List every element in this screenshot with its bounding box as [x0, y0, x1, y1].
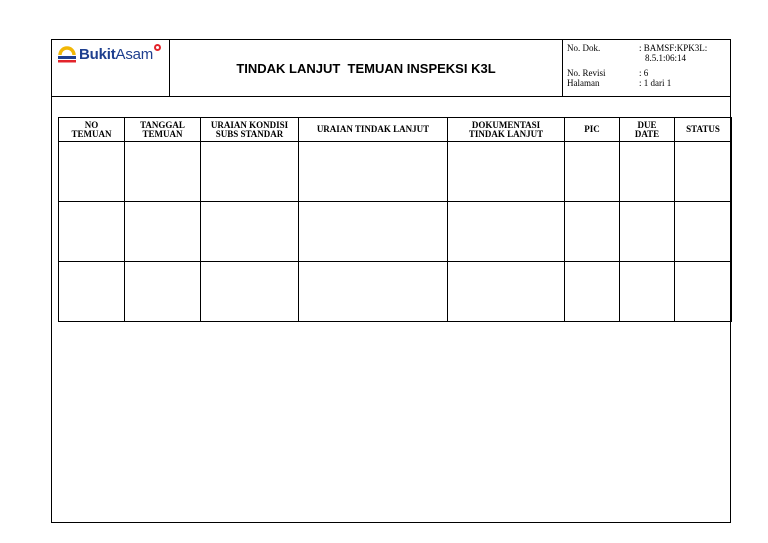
column-header-no-temuan: NO TEMUAN — [59, 118, 125, 142]
column-header-status: STATUS — [675, 118, 732, 142]
table-cell[interactable] — [565, 142, 620, 202]
table-cell[interactable] — [201, 142, 299, 202]
meta-value: : 1 dari 1 — [639, 78, 672, 88]
table-row — [59, 262, 732, 322]
meta-label: Halaman — [567, 78, 600, 88]
table-cell[interactable] — [125, 142, 201, 202]
table-cell[interactable] — [125, 262, 201, 322]
table-cell[interactable] — [299, 142, 448, 202]
column-header-uraian-tindak-lanjut: URAIAN TINDAK LANJUT — [299, 118, 448, 142]
table-cell[interactable] — [675, 262, 732, 322]
table-cell[interactable] — [299, 202, 448, 262]
logo-ring-icon — [154, 44, 161, 51]
bukit-asam-mark-icon — [57, 45, 77, 63]
table-cell[interactable] — [675, 142, 732, 202]
table-cell[interactable] — [59, 202, 125, 262]
meta-label: No. Dok. — [567, 43, 601, 53]
column-header-uraian-kondisi: URAIAN KONDISI SUBS STANDAR — [201, 118, 299, 142]
table-cell[interactable] — [620, 142, 675, 202]
table-cell[interactable] — [675, 202, 732, 262]
table-cell[interactable] — [448, 142, 565, 202]
table-cell[interactable] — [59, 262, 125, 322]
table-cell[interactable] — [565, 262, 620, 322]
table-cell[interactable] — [448, 202, 565, 262]
table-cell[interactable] — [565, 202, 620, 262]
column-header-pic: PIC — [565, 118, 620, 142]
meta-value: : BAMSF:KPK3L: — [639, 43, 708, 53]
meta-value: : 6 — [639, 68, 649, 78]
table-cell[interactable] — [125, 202, 201, 262]
meta-value: 8.5.1:06:14 — [645, 53, 687, 63]
document-meta — [562, 40, 731, 96]
table-cell[interactable] — [448, 262, 565, 322]
table-cell[interactable] — [620, 202, 675, 262]
company-logo — [52, 40, 170, 96]
findings-table — [58, 117, 732, 322]
table-cell[interactable] — [201, 262, 299, 322]
column-header-tanggal-temuan: TANGGAL TEMUAN — [125, 118, 201, 142]
document-title: TINDAK LANJUT TEMUAN INSPEKSI K3L — [236, 60, 496, 76]
form-header — [52, 40, 730, 97]
table-row — [59, 202, 732, 262]
table-cell[interactable] — [299, 262, 448, 322]
table-cell[interactable] — [620, 262, 675, 322]
table-header-row — [59, 118, 732, 142]
logo-wordmark: BukitAsam — [79, 46, 154, 63]
column-header-dokumentasi: DOKUMENTASI TINDAK LANJUT — [448, 118, 565, 142]
table-cell[interactable] — [59, 142, 125, 202]
table-cell[interactable] — [201, 202, 299, 262]
form-page — [51, 39, 731, 523]
table-row — [59, 142, 732, 202]
column-header-due-date: DUE DATE — [620, 118, 675, 142]
meta-label: No. Revisi — [567, 68, 606, 78]
